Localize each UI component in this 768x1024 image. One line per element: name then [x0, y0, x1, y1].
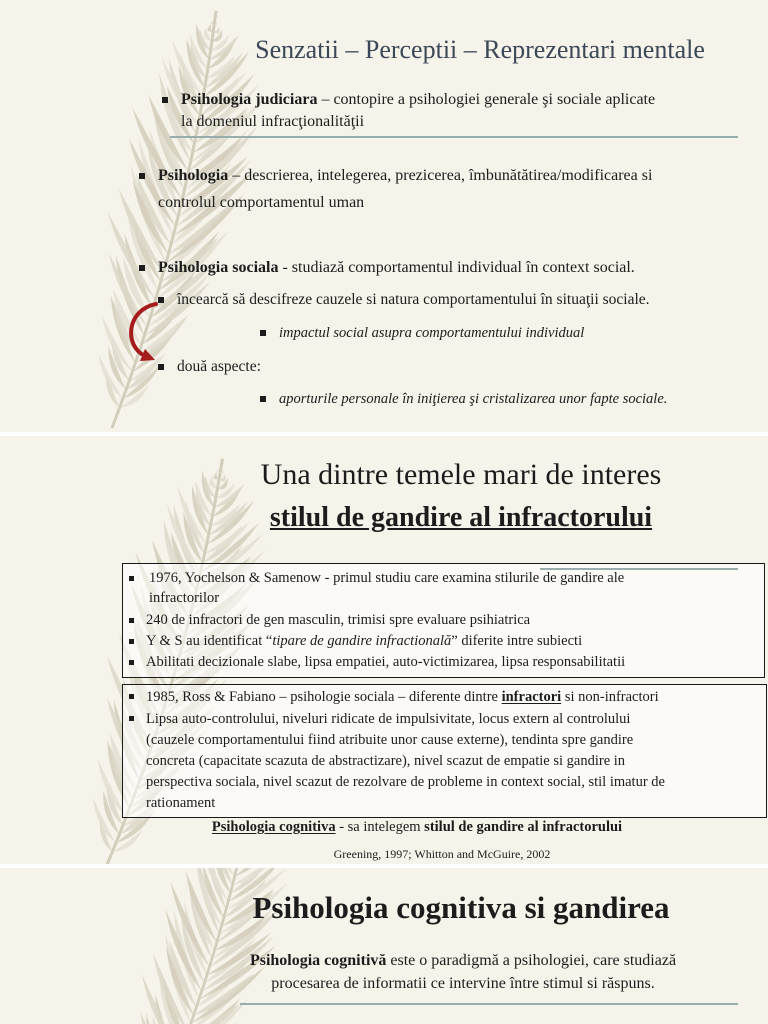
- sub-item-cauze: încearcă să descifreze cauzele si natura comportamentului în situaţii sociale.: [177, 291, 650, 308]
- detail-item-impact: impactul social asupra comportamentului individual: [279, 325, 585, 341]
- definition-judiciara-line2: la domeniul infracţionalităţii: [181, 113, 365, 130]
- box2-item1-prefix: 1985, Ross & Fabiano – psihologie sociala – diferente dintre: [146, 688, 502, 705]
- box2-item2-line1: Lipsa auto-controlului, niveluri ridicate de impulsivitate, locus extern al controlului: [146, 710, 631, 727]
- bullet-psihologia-sociala: [158, 258, 635, 278]
- box2-item1-emphasis: infractori: [501, 688, 562, 705]
- summary-emphasis: stilul de gandire al infractorului: [424, 819, 623, 835]
- box1-item4: Abilitati decizionale slabe, lipsa empatiei, auto-victimizarea, lipsa responsabilitatii: [146, 654, 626, 670]
- curved-arrow-shaft: [131, 304, 156, 356]
- slide-senzatii-perceptii: [0, 0, 768, 432]
- study-box-1985: [122, 684, 767, 818]
- box1-item1-line1: 1976, Yochelson & Samenow - primul studiu care examina stilurile de gandire ale: [149, 570, 625, 586]
- term-psihologia-sociala: Psihologia sociala: [158, 259, 279, 276]
- slide-title: Psihologia cognitiva si gandirea: [252, 890, 670, 925]
- definition-line1: [163, 951, 763, 971]
- box1-item2: 240 de infractori de gen masculin, trimisi spre evaluare psihiatrica: [146, 612, 531, 628]
- bullet-icon: [260, 396, 266, 402]
- citation: Greening, 1997; Whitton and McGuire, 2002: [333, 847, 551, 861]
- bullet-icon: [129, 639, 134, 644]
- box1-item3-suffix: ” diferite intre subiecti: [451, 633, 583, 649]
- divider-line: [540, 568, 738, 570]
- slide-title-line2: [161, 502, 761, 534]
- definition-psihologia: – descrierea, intelegerea, prezicerea, îmbunătătirea/modificarea si: [228, 167, 653, 184]
- box2-item1: [146, 689, 659, 706]
- definition-line2: procesarea de informatii ce intervine între stimul si răspuns.: [271, 975, 655, 992]
- curved-arrow-icon: [0, 0, 200, 400]
- study-box-1976: [122, 563, 765, 678]
- bullet-icon: [129, 716, 134, 721]
- box2-item1-suffix: si non-infractori: [561, 688, 659, 705]
- box1-item1-line2: infractorilor: [149, 590, 220, 606]
- box1-item3-italic: tipare de gandire infractională: [272, 633, 452, 649]
- detail-item-aporturi: aporturile personale în iniţierea şi cristalizarea unor fapte sociale.: [279, 391, 668, 407]
- slide-title: Senzatii – Perceptii – Reprezentari mentale: [255, 35, 705, 64]
- bullet-psihologia: [158, 166, 652, 186]
- bullet-icon: [129, 576, 134, 581]
- summary-line: [117, 819, 717, 836]
- summary-term: Psihologia cognitiva: [211, 819, 336, 835]
- definition-judiciara: – contopire a psihologiei generale şi sociale aplicate: [317, 91, 656, 108]
- box1-item3: [146, 633, 582, 650]
- box2-item2-line5: rationament: [146, 794, 216, 811]
- sub-item-aspecte: două aspecte:: [177, 358, 261, 375]
- term-psihologia-judiciara: Psihologia judiciara: [181, 91, 318, 108]
- term-psihologia-cognitiva: Psihologia cognitivă: [249, 952, 387, 969]
- slide-title-line2-text: stilul de gandire al infractorului: [269, 502, 653, 533]
- divider-line: [240, 1003, 738, 1005]
- bullet-icon: [129, 694, 134, 699]
- definition-text: este o paradigmă a psihologiei, care studiază: [386, 952, 677, 969]
- term-psihologia: Psihologia: [158, 167, 229, 184]
- slide-stilul-de-gandire: [0, 436, 768, 864]
- slide-title-line1: Una dintre temele mari de interes: [260, 458, 662, 491]
- definition-sociala: - studiază comportamentul individual în context social.: [278, 259, 635, 276]
- box2-item2-line2: (cauzele comportamentului fiind atribuite unor cause externe), tendinta spre gandire: [146, 731, 634, 748]
- bullet-psihologia-judiciara: [181, 90, 655, 110]
- definition-psihologia-line2: controlul comportamentul uman: [158, 194, 365, 211]
- box1-item3-prefix: Y & S au identificat “: [146, 633, 273, 649]
- box2-item2-line4: perspectiva sociala, nivel scazut de rezolvare de probleme in context social, stil imatur de: [146, 773, 665, 790]
- bullet-icon: [129, 618, 134, 623]
- divider-line: [170, 136, 738, 138]
- slide-psihologia-cognitiva: [0, 868, 768, 1024]
- bullet-icon: [260, 330, 266, 336]
- bullet-icon: [129, 660, 134, 665]
- box2-item2-line3: concreta (capacitate scazuta de abstractizare), nivel scazut de empatie si gandire in: [146, 752, 626, 769]
- summary-middle: - sa intelegem: [335, 819, 425, 835]
